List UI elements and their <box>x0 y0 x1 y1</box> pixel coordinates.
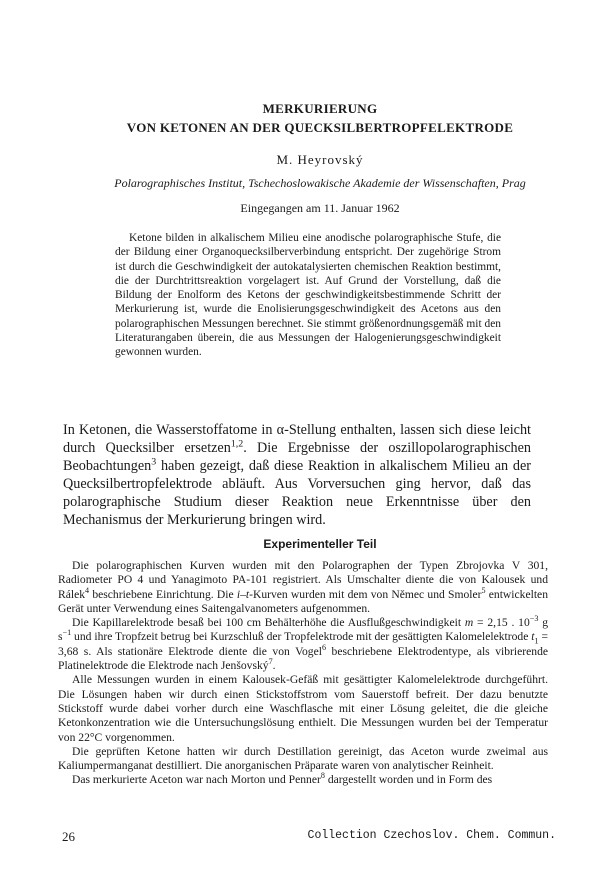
title-line-2: VON KETONEN AN DER QUECKSILBERTROPFELEKTRODE <box>126 120 514 135</box>
body-text: beschriebene Einrichtung. Die <box>89 587 237 601</box>
reference-5: 5 <box>481 585 486 595</box>
intro-text-1: In Ketonen, die Wasserstoffatome in α-Stellung enthalten, lassen sich diese leicht durch Quecksilber ersetzen <box>63 422 531 457</box>
body-text: Die polarographischen Kurven wurden mit den Polarographen der Typen Zbrojovka V 301, Radiometer PO 4 und Yanagimoto PA-101 registriert. Als Umschalter diente die von Kalousek und Rálek <box>58 559 548 601</box>
journal-name: Collection Czechoslov. Chem. Commun. <box>307 829 556 842</box>
received-date: Eingegangen am 11. Januar 1962 <box>240 201 400 215</box>
subscript: 1 <box>534 636 539 646</box>
body-paragraph-2 <box>58 616 548 673</box>
body-text: g s <box>58 616 549 644</box>
reference-3: 3 <box>151 456 157 468</box>
body-text: = 3,68 s. Als stationäre Elektrode diente die von Vogel <box>58 630 549 658</box>
body-paragraph-4: Die geprüften Ketone hatten wir durch Destillation gereinigt, das Aceton wurde zweimal aus Kaliumpermanganat destilliert. Die anorganischen Präparate waren von analytischer Reinheit. <box>58 744 548 773</box>
experimental-body <box>58 559 548 788</box>
body-text: und ihre Tropfzeit betrug bei Kurzschluß der Tropfelektrode mit der gesättigten Kalomelelektrode <box>71 630 532 644</box>
intro-paragraph <box>63 421 531 530</box>
section-heading: Experimenteller Teil <box>263 537 377 551</box>
body-text: beschriebene Elektrodentype, als vibrierende Platinelektrode die Elektrode nach Jenšovský <box>58 644 549 673</box>
reference-8: 8 <box>320 771 325 781</box>
body-text: dargestellt worden und in Form des <box>324 773 493 787</box>
intro-text-2: . Die Ergebnisse der oszillopolarographischen Beobachtungen <box>63 440 531 475</box>
symbol-t: t <box>531 630 535 644</box>
exponent: −3 <box>529 614 539 624</box>
body-text: Die Kapillarelektrode besaß bei 100 cm Behälterhöhe die Ausflußgeschwindigkeit <box>72 616 465 630</box>
reference-1-2: 1,2 <box>230 438 244 450</box>
body-paragraph-1 <box>58 559 548 616</box>
body-text-italic: i–t <box>236 587 250 601</box>
intro-text-3: haben gezeigt, daß diese Reaktion in alkalischem Milieu an der Quecksilbertropfelektrode abläuft. Aus Vorversuchen ging hervor, daß das polarographische Studium dieser Reaktion neue Erkenntnisse über den Mechanismus der Merkurierung bringen wird. <box>63 458 531 529</box>
reference-4: 4 <box>85 585 90 595</box>
reference-7: 7 <box>268 657 273 667</box>
title-line-1: MERKURIERUNG <box>262 101 378 116</box>
abstract: Ketone bilden in alkalischem Milieu eine anodische polarographische Stufe, die der Bildung einer Organoquecksilberverbindung entspricht. Der zugehörige Strom ist durch die Geschwindigkeit der autokatalysierten chemischen Reaktion bestimmt, die der Durchtrittsreaktion vorgelagert ist. Auf Grund der Vorstellung, daß die Bildung der Enolform des Ketons der geschwindigkeitsbestimmende Schritt der Merkurierung ist, wurde die Enolisierungsgeschwindigkeit des Acetons aus den polarographischen Messungen berechnet. Sie stimmt größenordnungsgemäß mit den Literaturangaben überein, die aus Messungen der Halogenierungsgeschwindigkeit gewonnen wurden. <box>115 232 501 359</box>
symbol-m: m <box>464 616 474 630</box>
exponent: −1 <box>62 628 72 638</box>
page-number: 26 <box>62 829 75 844</box>
body-text: . <box>272 659 276 673</box>
affiliation: Polarographisches Institut, Tschechoslowakische Akademie der Wissenschaften, Prag <box>114 176 526 190</box>
body-paragraph-5 <box>58 773 548 787</box>
body-text: = 2,15 . 10 <box>473 616 530 630</box>
body-text: entwickelten Gerät unter Verwendung eines Saitengalvanometers aufgenommen. <box>58 587 548 615</box>
reference-6: 6 <box>321 642 327 652</box>
body-text: Das merkurierte Aceton war nach Morton und Penner <box>72 773 321 787</box>
body-text: -Kurven wurden mit dem von Němec und Smoler <box>249 587 482 601</box>
body-paragraph-3: Alle Messungen wurden in einem Kalousek-Gefäß mit gesättigter Kalomelelektrode durchgeführt. Die Lösungen haben wir durch einen Stickstoffstrom vom Sauerstoff befreit. Der dazu benutzte Stickstoff wurde dabei vorher durch eine Waschflasche mit einer Lösung geleitet, die die gleiche Ketonkonzentration wie die Untersuchungslösung enthielt. Die Messungen wurden bei der Temperatur von 22°C vorgenommen. <box>58 673 548 744</box>
author: M. Heyrovský <box>276 152 364 167</box>
